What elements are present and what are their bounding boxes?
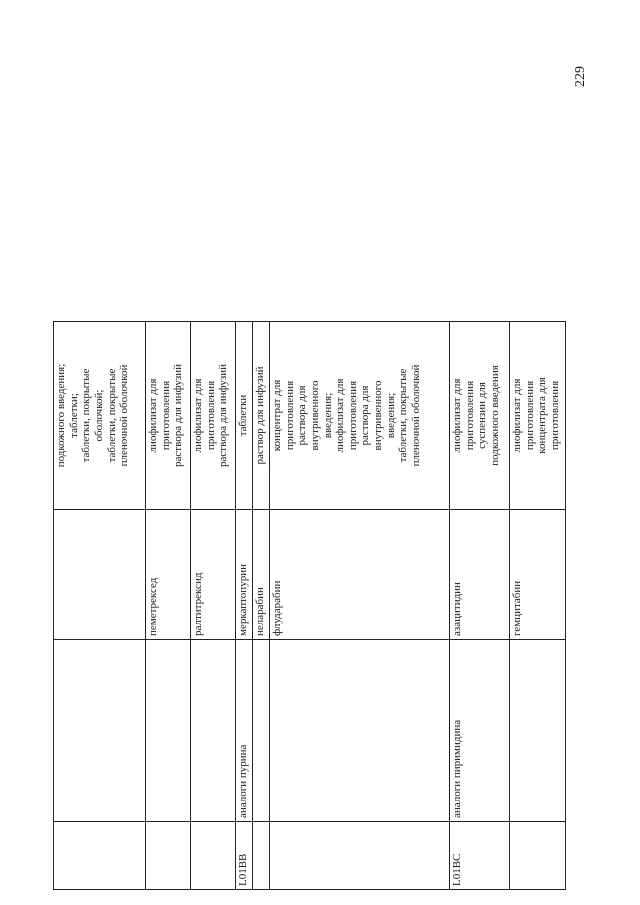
dosage-form-cell: раствор для инфузий	[253, 322, 270, 510]
page-number: 229	[573, 66, 588, 88]
table-row	[146, 322, 191, 890]
group-cell	[191, 640, 236, 822]
table-row	[270, 322, 450, 890]
drug-name-cell: азацитидин	[450, 510, 510, 640]
atc-code-cell	[146, 822, 191, 890]
table-row	[191, 322, 236, 890]
dosage-form-cell: таблетки	[236, 322, 253, 510]
table-row	[253, 322, 270, 890]
table-row	[510, 322, 566, 890]
drug-name-cell: флударабин	[270, 510, 450, 640]
drug-name-cell	[54, 510, 146, 640]
drug-name-cell: неларабин	[253, 510, 270, 640]
dosage-form-cell: лиофилизат для приготовления концентрата для приготовления	[510, 322, 566, 510]
drug-name-cell: меркаптопурин	[236, 510, 253, 640]
atc-code-cell	[191, 822, 236, 890]
atc-code-cell	[54, 822, 146, 890]
group-cell: аналоги пурина	[236, 640, 253, 822]
dosage-form-cell: концентрат для приготовления раствора для внутривенного введения; лиофилизат для приготовления раствора для внутривенного введения; таблетки, покрытые пленочной оболочкой	[270, 322, 450, 510]
drug-name-cell: пеметрексед	[146, 510, 191, 640]
atc-code-cell: L01BC	[450, 822, 510, 890]
table-row	[450, 322, 510, 890]
dosage-form-cell: лиофилизат для приготовления раствора для инфузий	[146, 322, 191, 510]
atc-code-cell	[510, 822, 566, 890]
table-row	[236, 322, 253, 890]
atc-code-cell	[270, 822, 450, 890]
group-cell	[270, 640, 450, 822]
dosage-form-cell: лиофилизат для приготовления раствора для инфузий	[191, 322, 236, 510]
table-row	[54, 322, 146, 890]
group-cell: аналоги пиримидина	[450, 640, 510, 822]
group-cell	[54, 640, 146, 822]
group-cell	[253, 640, 270, 822]
drug-name-cell: гемцитабин	[510, 510, 566, 640]
group-cell	[510, 640, 566, 822]
atc-code-cell: L01BB	[236, 822, 253, 890]
drug-name-cell: ралтитрексид	[191, 510, 236, 640]
dosage-form-cell: подкожного введения; таблетки; таблетки, покрытые оболочкой; таблетки, покрытые пленочной оболочкой	[54, 322, 146, 510]
group-cell	[146, 640, 191, 822]
atc-code-cell	[253, 822, 270, 890]
dosage-form-cell: лиофилизат для приготовления суспензии для подкожного введения	[450, 322, 510, 510]
drug-table	[53, 321, 566, 890]
